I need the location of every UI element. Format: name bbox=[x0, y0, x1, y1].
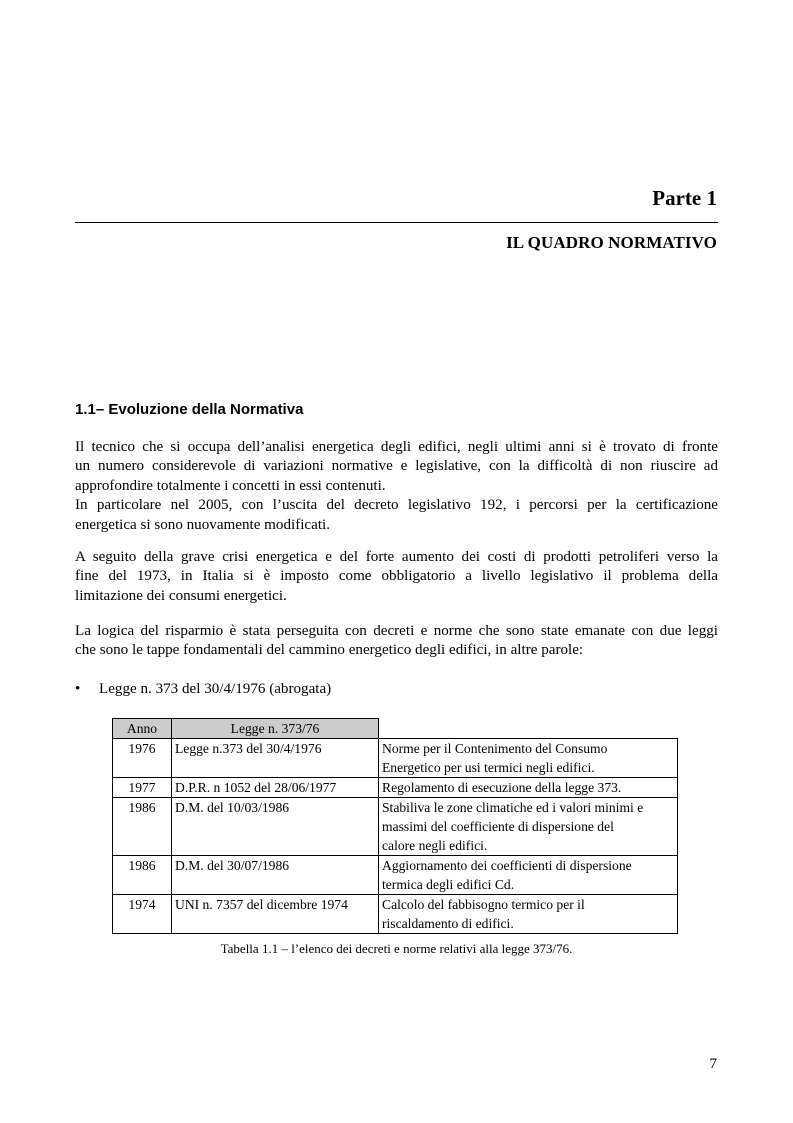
paragraph-3 bbox=[75, 622, 718, 661]
paragraph-line: A seguito della grave crisi energetica e del forte aumento dei costi di prodotti petroliferi verso la bbox=[75, 549, 718, 565]
paragraph-line: In particolare nel 2005, con l’uscita del decreto legislativo 192, i percorsi per la certificazione bbox=[75, 497, 718, 514]
cell-year: 1976 bbox=[113, 739, 172, 778]
header-law: Legge n. 373/76 bbox=[172, 719, 379, 739]
paragraph-line: approfondire totalmente i concetti in essi contenuti. bbox=[75, 477, 386, 494]
table-row bbox=[113, 798, 678, 856]
paragraph-1 bbox=[75, 438, 718, 535]
table-row bbox=[113, 895, 678, 934]
desc-line: Regolamento di esecuzione della legge 373. bbox=[382, 780, 622, 795]
desc-line: termica degli edifici Cd. bbox=[382, 877, 515, 892]
header-rule bbox=[75, 222, 718, 223]
cell-law: D.M. del 30/07/1986 bbox=[172, 856, 379, 895]
desc-line: massimi del coefficiente di dispersione del bbox=[382, 819, 614, 834]
cell-law: D.P.R. n 1052 del 28/06/1977 bbox=[172, 778, 379, 798]
table-row bbox=[113, 778, 678, 798]
cell-desc bbox=[379, 778, 678, 798]
cell-desc bbox=[379, 895, 678, 934]
desc-line: calore negli edifici. bbox=[382, 838, 488, 853]
cell-desc bbox=[379, 856, 678, 895]
cell-year: 1974 bbox=[113, 895, 172, 934]
desc-line: Stabiliva le zone climatiche ed i valori minimi e bbox=[382, 800, 644, 815]
chapter-title: IL QUADRO NORMATIVO bbox=[506, 233, 717, 252]
paragraph-line: La logica del risparmio è stata perseguita con decreti e norme che sono state emanate con due leggi bbox=[75, 623, 718, 639]
paragraph-line: Il tecnico che si occupa dell’analisi energetica degli edifici, negli ultimi anni si è trovato di fronte bbox=[75, 439, 718, 455]
cell-law: UNI n. 7357 del dicembre 1974 bbox=[172, 895, 379, 934]
bullet-text: Legge n. 373 del 30/4/1976 (abrogata) bbox=[99, 681, 332, 697]
bullet-icon: • bbox=[75, 681, 81, 697]
desc-line: Calcolo del fabbisogno termico per il bbox=[382, 897, 585, 912]
cell-year: 1977 bbox=[113, 778, 172, 798]
cell-year: 1986 bbox=[113, 798, 172, 856]
cell-desc bbox=[379, 798, 678, 856]
page-number: 7 bbox=[709, 1056, 717, 1072]
desc-line: Norme per il Contenimento del Consumo bbox=[382, 741, 608, 756]
desc-line: riscaldamento di edifici. bbox=[382, 916, 514, 931]
table-caption: Tabella 1.1 – l’elenco dei decreti e norme relativi alla legge 373/76. bbox=[220, 941, 573, 956]
paragraph-line: fine del 1973, in Italia si è imposto come obbligatorio a livello legislativo il problema della bbox=[75, 568, 718, 585]
section-heading: 1.1– Evoluzione della Normativa bbox=[75, 401, 304, 418]
bullet-item bbox=[75, 680, 331, 699]
paragraph-line: energetica si sono nuovamente modificati. bbox=[75, 516, 330, 533]
cell-desc bbox=[379, 739, 678, 778]
table-header-row bbox=[113, 719, 678, 739]
paragraph-line: limitazione dei consumi energetici. bbox=[75, 587, 287, 604]
table-row bbox=[113, 739, 678, 778]
paragraph-line: un numero considerevole di variazioni normative e legislative, con la difficoltà di non riuscire ad bbox=[75, 458, 718, 475]
cell-year: 1986 bbox=[113, 856, 172, 895]
paragraph-line: che sono le tappe fondamentali del cammino energetico degli edifici, in altre parole: bbox=[75, 642, 584, 659]
header-year: Anno bbox=[113, 719, 172, 739]
part-title: Parte 1 bbox=[652, 186, 717, 210]
cell-law: D.M. del 10/03/1986 bbox=[172, 798, 379, 856]
desc-line: Aggiornamento dei coefficienti di dispersione bbox=[382, 858, 632, 873]
cell-law: Legge n.373 del 30/4/1976 bbox=[172, 739, 379, 778]
law-table bbox=[112, 718, 678, 934]
paragraph-2 bbox=[75, 548, 718, 606]
table-row bbox=[113, 856, 678, 895]
desc-line: Energetico per usi termici negli edifici. bbox=[382, 760, 595, 775]
header-blank bbox=[379, 719, 678, 739]
